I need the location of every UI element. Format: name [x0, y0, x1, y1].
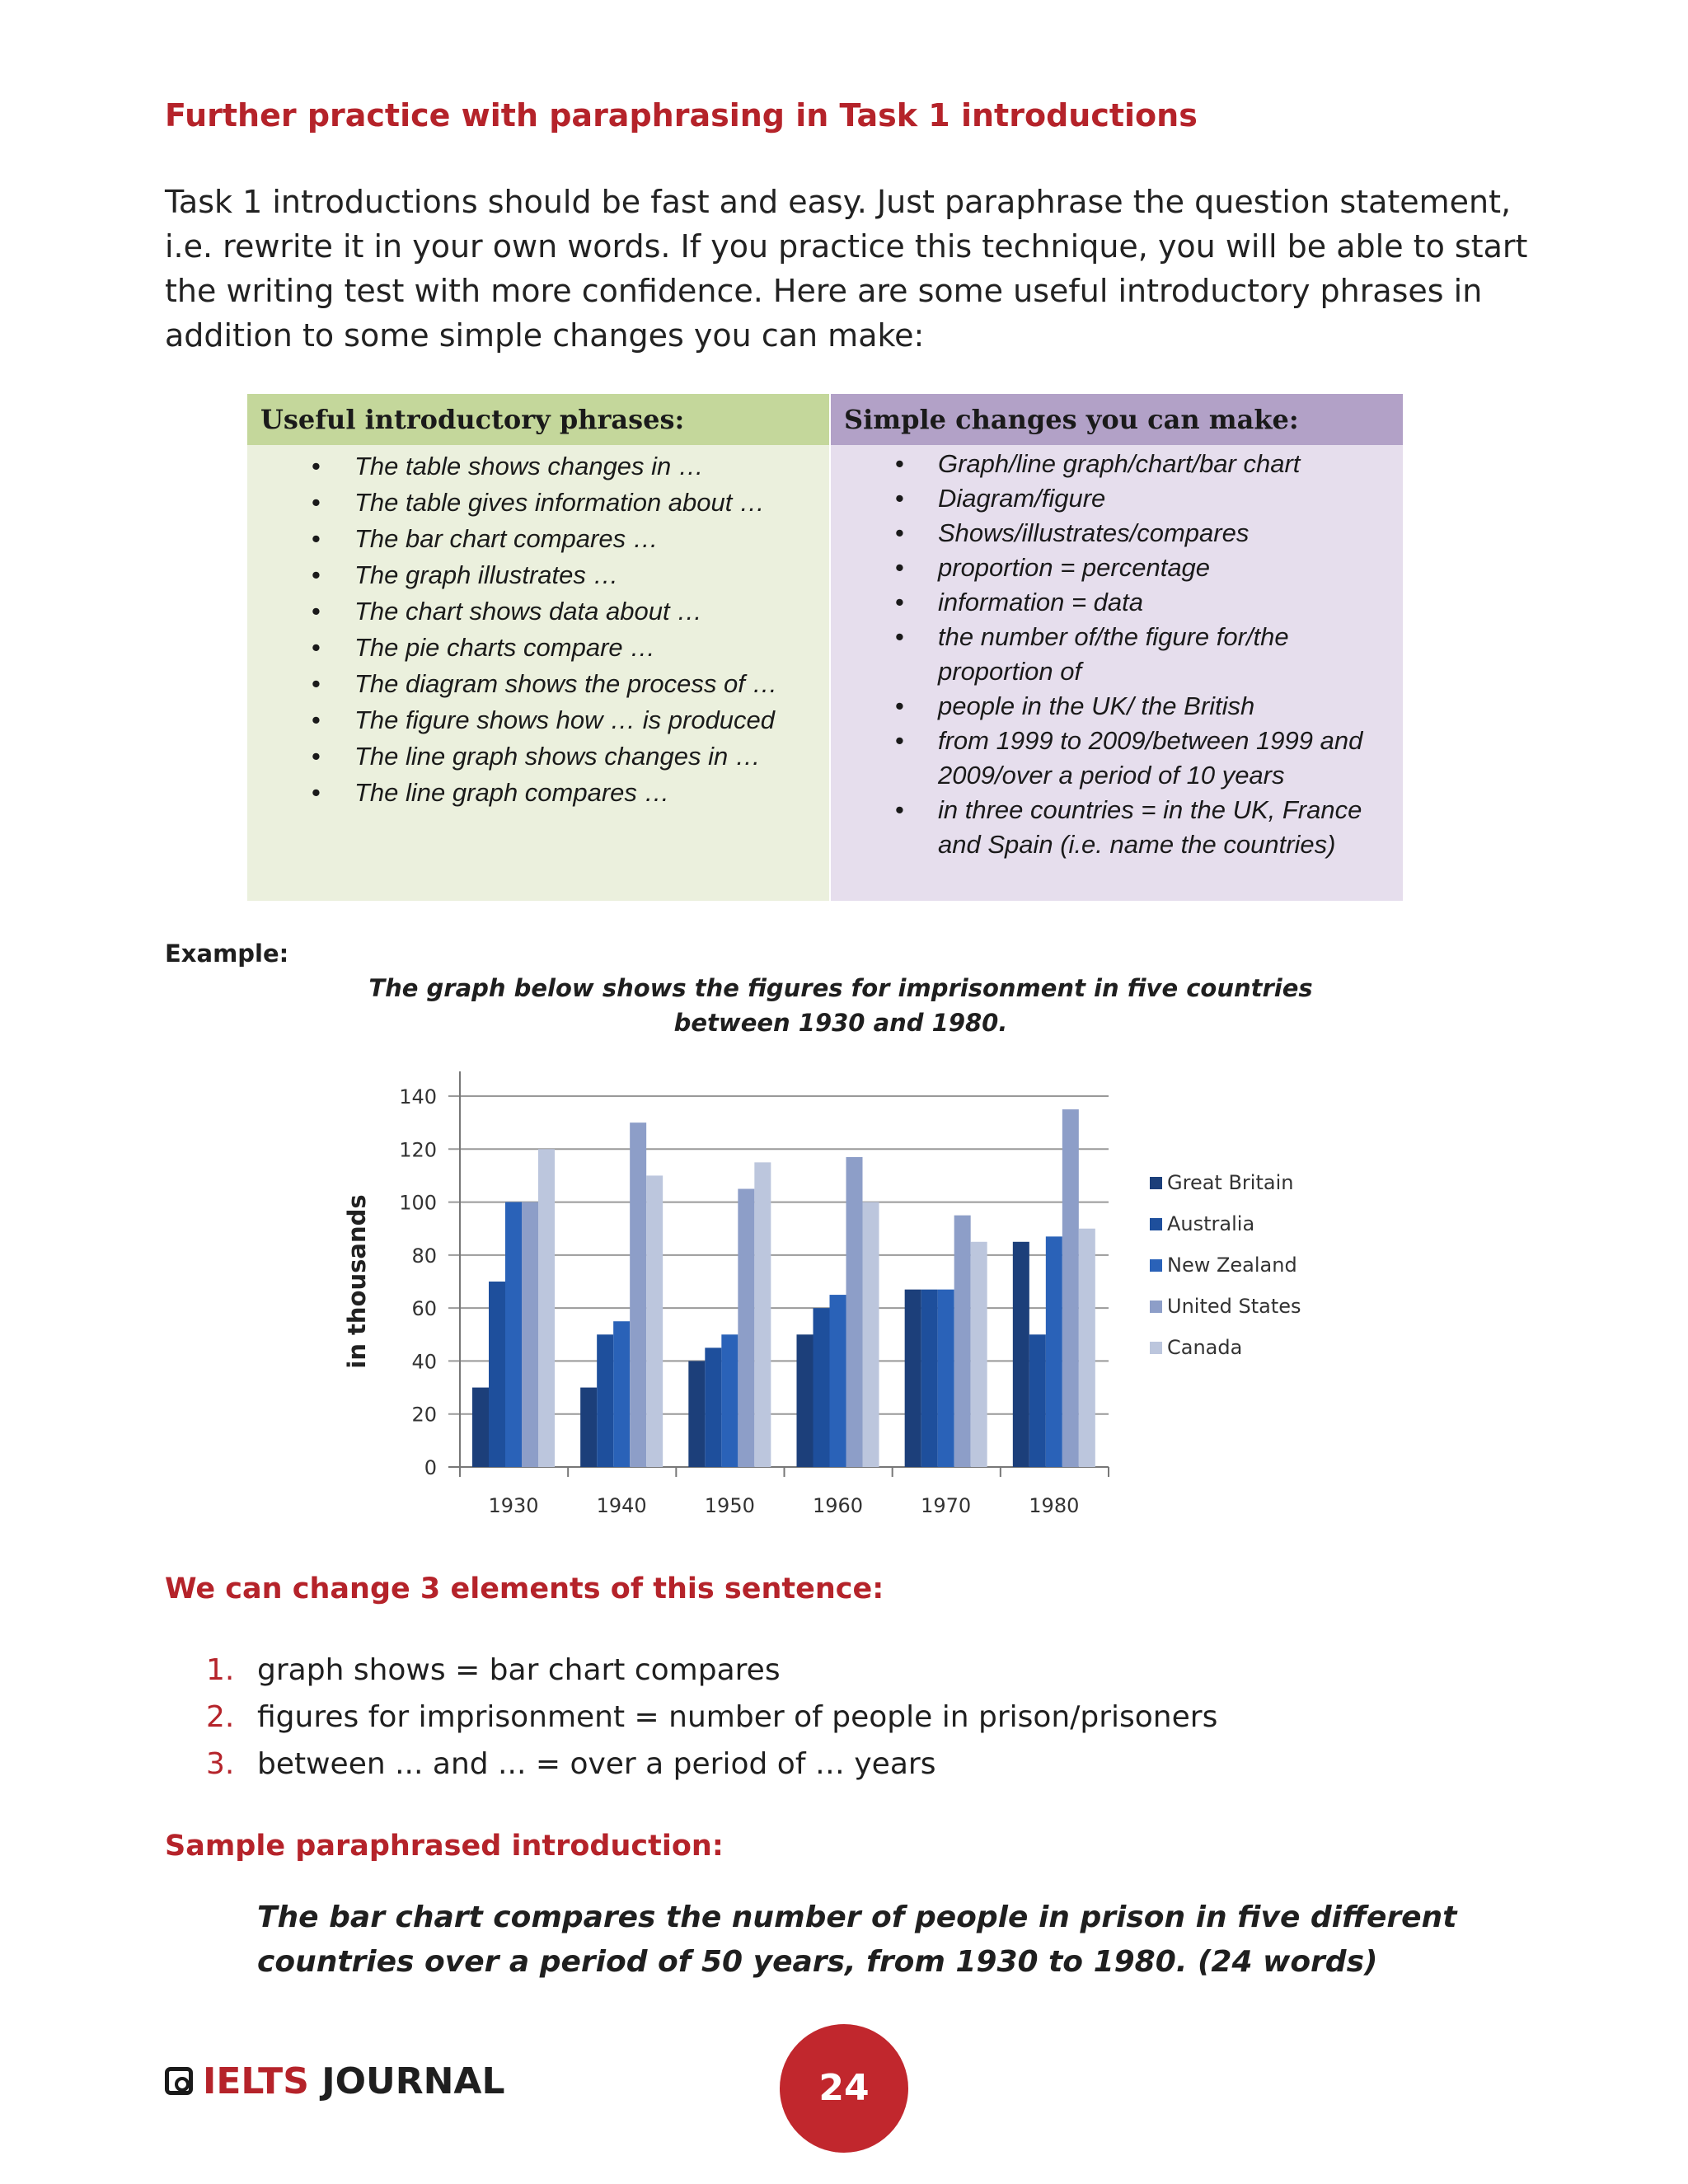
phrase-text: The figure shows how … is produced	[354, 705, 776, 734]
phrases-table	[247, 394, 1403, 901]
change-text: figures for imprisonment = number of people in prison/prisoners	[257, 1700, 1218, 1734]
y-axis-label: in thousands	[343, 1194, 371, 1369]
change-item	[206, 1741, 1217, 1788]
y-tick-label: 80	[411, 1244, 437, 1268]
y-tick-label: 0	[424, 1456, 437, 1479]
phrase-item	[247, 702, 829, 738]
legend-label: United States	[1167, 1295, 1301, 1318]
bullet-icon: •	[895, 691, 904, 720]
bullet-icon: •	[312, 669, 321, 698]
phrase-text: The graph illustrates …	[354, 560, 619, 589]
bar-canada	[538, 1149, 555, 1467]
bar-canada	[971, 1242, 987, 1467]
phrase-text: The line graph compares …	[354, 778, 670, 807]
x-tick-label: 1930	[488, 1494, 539, 1517]
x-tick-label: 1970	[921, 1494, 972, 1517]
bullet-icon: •	[895, 726, 904, 755]
bullet-icon: •	[312, 560, 321, 589]
bar-united-states	[738, 1189, 754, 1468]
legend-swatch	[1150, 1301, 1162, 1313]
bar-united-states	[1062, 1109, 1079, 1467]
phrase-text: The diagram shows the process of …	[354, 669, 778, 698]
legend-label: Canada	[1167, 1336, 1243, 1359]
phrase-item	[247, 485, 829, 521]
change-text: proportion = percentage	[938, 553, 1211, 582]
bar-australia	[705, 1347, 721, 1467]
change-item	[206, 1647, 1217, 1694]
sample-introduction: The bar chart compares the number of people in prison in five different countries over a period of 50 years, from 1930 to 1980. (24 words)	[257, 1900, 1457, 1979]
phrase-text: The table shows changes in …	[354, 452, 704, 480]
change-item	[206, 1694, 1217, 1741]
useful-phrases-column	[247, 394, 829, 901]
change-text: information = data	[938, 588, 1144, 616]
bullet-icon: •	[312, 705, 321, 734]
change-text: graph shows = bar chart compares	[257, 1653, 781, 1687]
instagram-icon	[165, 2067, 193, 2095]
change-item	[831, 585, 1403, 620]
bullet-icon: •	[312, 597, 321, 626]
bar-new-zealand	[830, 1295, 846, 1467]
chart-title	[346, 971, 1335, 1040]
useful-phrases-header: Useful introductory phrases:	[247, 394, 829, 445]
bar-great-britain	[797, 1334, 814, 1467]
y-tick-label: 20	[411, 1403, 437, 1427]
footer-brand	[165, 2060, 505, 2102]
bullet-icon: •	[312, 452, 321, 480]
phrase-item	[247, 521, 829, 557]
x-tick-label: 1960	[812, 1494, 864, 1517]
bullet-icon: •	[312, 742, 321, 771]
bar-australia	[921, 1290, 938, 1467]
legend-swatch	[1150, 1259, 1162, 1272]
bullet-icon: •	[895, 449, 904, 478]
bar-great-britain	[580, 1388, 597, 1467]
bullet-icon: •	[312, 524, 321, 553]
legend-label: New Zealand	[1167, 1254, 1297, 1277]
change-item	[831, 620, 1403, 689]
simple-changes-header: Simple changes you can make:	[831, 394, 1403, 445]
change-item	[831, 793, 1403, 862]
bar-new-zealand	[505, 1202, 522, 1467]
bar-great-britain	[905, 1290, 921, 1467]
legend-swatch	[1150, 1218, 1162, 1230]
y-tick-label: 120	[399, 1138, 437, 1162]
bullet-icon: •	[895, 795, 904, 824]
phrase-text: The line graph shows changes in …	[354, 742, 761, 771]
bullet-icon: •	[895, 518, 904, 547]
bullet-icon: •	[895, 553, 904, 582]
legend-swatch	[1150, 1177, 1162, 1189]
bar-canada	[1079, 1229, 1095, 1467]
bar-new-zealand	[1046, 1236, 1062, 1467]
bar-united-states	[522, 1202, 538, 1467]
useful-phrases-list	[247, 445, 829, 811]
bar-new-zealand	[721, 1334, 738, 1467]
change-text: people in the UK/ the British	[938, 691, 1255, 720]
bullet-icon: •	[895, 588, 904, 616]
phrase-text: The bar chart compares …	[354, 524, 659, 553]
change-item	[831, 724, 1403, 793]
change-text: Graph/line graph/chart/bar chart	[938, 449, 1301, 478]
chart-title-line-2: between 1930 and 1980.	[673, 1009, 1008, 1037]
y-tick-label: 140	[399, 1085, 437, 1108]
phrase-item	[247, 775, 829, 811]
bullet-icon: •	[312, 488, 321, 517]
page-title: Further practice with paraphrasing in Task 1 introductions	[165, 97, 1198, 134]
change-item	[831, 689, 1403, 724]
change-item	[831, 551, 1403, 585]
phrase-text: The pie charts compare …	[354, 633, 656, 662]
bar-great-britain	[1013, 1242, 1029, 1467]
phrase-item	[247, 557, 829, 593]
change-item	[831, 447, 1403, 481]
simple-changes-column	[831, 394, 1403, 901]
change-text: Diagram/figure	[938, 484, 1106, 513]
bar-australia	[597, 1334, 613, 1467]
bar-canada	[646, 1175, 663, 1467]
example-label: Example:	[165, 940, 289, 968]
x-tick-label: 1940	[596, 1494, 647, 1517]
bullet-icon: •	[895, 484, 904, 513]
change-number: 3.	[206, 1747, 235, 1781]
change-text: Shows/illustrates/compares	[938, 518, 1250, 547]
phrase-item	[247, 630, 829, 666]
phrase-text: The table gives information about …	[354, 488, 765, 517]
change-item	[831, 481, 1403, 516]
change-number: 2.	[206, 1700, 235, 1734]
bullet-icon: •	[312, 633, 321, 662]
chart-title-line-1: The graph below shows the figures for imprisonment in five countries	[368, 974, 1313, 1002]
change-text: in three countries = in the UK, France and Spain (i.e. name the countries)	[938, 795, 1362, 859]
phrase-item	[247, 593, 829, 630]
bar-canada	[863, 1202, 879, 1467]
change-heading: We can change 3 elements of this sentence:	[165, 1572, 884, 1605]
bullet-icon: •	[312, 778, 321, 807]
phrase-item	[247, 448, 829, 485]
bar-australia	[814, 1308, 830, 1467]
bar-new-zealand	[613, 1321, 630, 1467]
bar-canada	[754, 1162, 771, 1467]
bar-new-zealand	[938, 1290, 954, 1467]
brand-ielts: IELTS	[203, 2060, 309, 2102]
bar-australia	[1029, 1334, 1046, 1467]
legend-swatch	[1150, 1342, 1162, 1354]
sample-heading: Sample paraphrased introduction:	[165, 1830, 724, 1863]
change-text: from 1999 to 2009/between 1999 and 2009/over a period of 10 years	[938, 726, 1363, 790]
change-number: 1.	[206, 1653, 235, 1687]
bar-great-britain	[472, 1388, 489, 1467]
changes-list	[206, 1647, 1217, 1788]
bar-australia	[489, 1282, 505, 1467]
brand-journal: JOURNAL	[308, 2060, 505, 2102]
phrase-item	[247, 738, 829, 775]
bullet-icon: •	[895, 622, 904, 651]
bar-united-states	[954, 1216, 971, 1467]
change-text: between ... and ... = over a period of … years	[257, 1747, 936, 1781]
change-item	[831, 516, 1403, 551]
phrase-text: The chart shows data about …	[354, 597, 703, 626]
y-tick-label: 40	[411, 1350, 437, 1374]
simple-changes-list	[831, 445, 1403, 862]
y-tick-label: 100	[399, 1191, 437, 1215]
y-tick-label: 60	[411, 1297, 437, 1321]
intro-paragraph: Task 1 introductions should be fast and easy. Just paraphrase the question statement, i.e. rewrite it in your own words. If you practice this technique, you will be able to start the writing test with more confidence. Here are some useful introductory phrases in addition to some simple changes you can make:	[165, 184, 1528, 354]
legend-label: Great Britain	[1167, 1171, 1294, 1194]
x-tick-label: 1950	[704, 1494, 755, 1517]
change-text: the number of/the figure for/the proportion of	[938, 622, 1289, 686]
bar-united-states	[846, 1157, 863, 1467]
x-tick-label: 1980	[1029, 1494, 1080, 1517]
legend-label: Australia	[1167, 1212, 1255, 1235]
bar-great-britain	[688, 1361, 705, 1467]
bar-united-states	[630, 1122, 646, 1467]
page-number: 24	[780, 2024, 908, 2153]
imprisonment-bar-chart	[338, 1063, 1343, 1525]
phrase-item	[247, 666, 829, 702]
